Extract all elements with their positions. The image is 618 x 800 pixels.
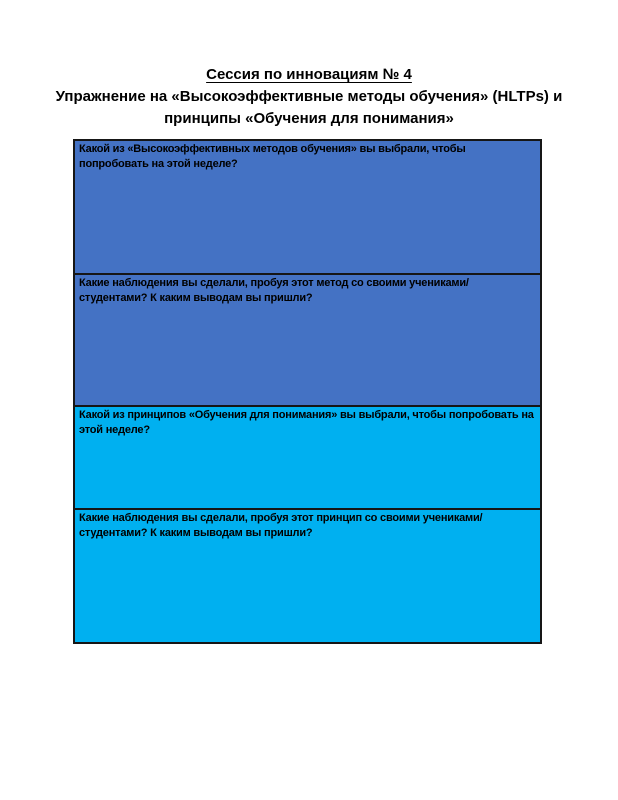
- table-row-hltp-method-question[interactable]: [75, 141, 540, 273]
- document-header: [0, 64, 618, 129]
- subtitle-line-1: Упражнение на «Высокоэффективные методы обучения» (HLTPs) и: [55, 88, 563, 105]
- question-table: [73, 139, 542, 644]
- document-title: Сессия по инновациям № 4: [206, 66, 412, 83]
- table-row-tfu-principle-question[interactable]: [75, 405, 540, 508]
- document-subtitle: [0, 86, 618, 129]
- question-text: Какой из «Высокоэффективных методов обучения» вы выбрали, чтобы попробовать на этой неделе?: [79, 143, 466, 170]
- subtitle-line-2: принципы «Обучения для понимания»: [164, 109, 454, 127]
- table-row-tfu-observations-question[interactable]: [75, 508, 540, 642]
- table-row-hltp-observations-question[interactable]: [75, 273, 540, 405]
- question-text: Какой из принципов «Обучения для понимания» вы выбрали, чтобы попробовать на этой неделе?: [79, 409, 534, 436]
- question-text: Какие наблюдения вы сделали, пробуя этот принцип со своими учениками/студентами? К каким выводам вы пришли?: [79, 512, 483, 539]
- question-text: Какие наблюдения вы сделали, пробуя этот метод со своими учениками/студентами? К каким выводам вы пришли?: [79, 277, 469, 304]
